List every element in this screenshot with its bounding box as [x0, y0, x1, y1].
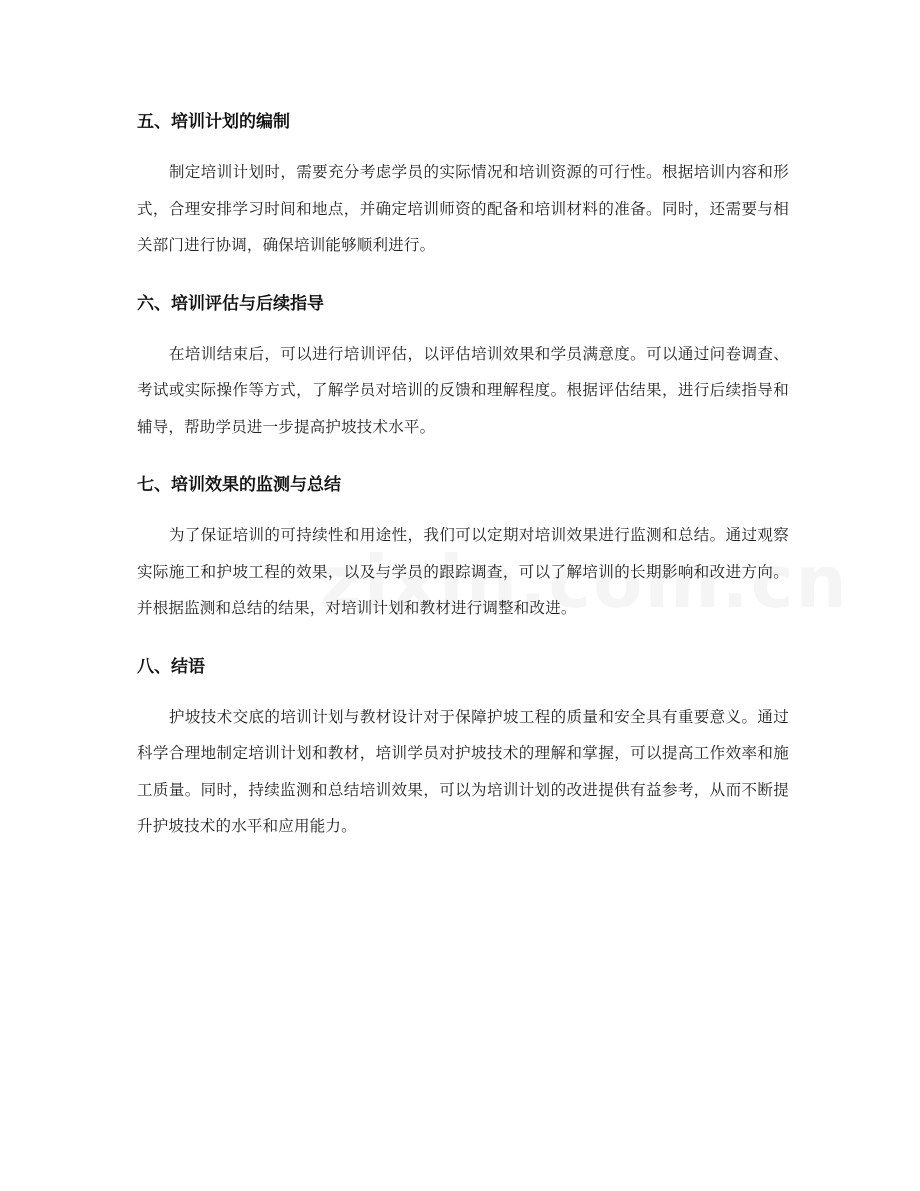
section-title: 五、培训计划的编制	[137, 112, 290, 132]
section-title: 六、培训评估与后续指导	[137, 293, 324, 314]
document-content	[137, 104, 789, 867]
section-title: 七、培训效果的监测与总结	[137, 475, 341, 495]
section-body: 制定培训计划时，需要充分考虑学员的实际情况和培训资源的可行性。根据培训内容和形式，合理安排学习时间和地点，并确定培训师资的配备和培训材料的准备。同时，还需要与相关部门进行协调，确保培训能够顺利进行。	[137, 163, 789, 254]
section-body: 护坡技术交底的培训计划与教材设计对于保障护坡工程的质量和安全具有重要意义。通过科学合理地制定培训计划和教材，培训学员对护坡技术的理解和掌握，可以提高工作效率和施工质量。同时，持续监测和总结培训效果，可以为培训计划的改进提供有益参考，从而不断提升护坡技术的水平和应用能力。	[137, 707, 789, 835]
section-body: 在培训结束后，可以进行培训评估，以评估培训效果和学员满意度。可以通过问卷调查、考试或实际操作等方式，了解学员对培训的反馈和理解程度。根据评估结果，进行后续指导和辅导，帮助学员进一步提高护坡技术水平。	[137, 344, 789, 436]
section-body: 为了保证培训的可持续性和用途性，我们可以定期对培训效果进行监测和总结。通过观察实际施工和护坡工程的效果，以及与学员的跟踪调查，可以了解培训的长期影响和改进方向。并根据监测和总结的结果，对培训计划和教材进行调整和改进。	[137, 526, 789, 617]
section-evaluation-guidance	[137, 286, 789, 446]
section-training-plan	[137, 104, 789, 264]
section-title: 八、结语	[137, 656, 205, 677]
section-conclusion	[137, 649, 789, 845]
section-monitoring-summary	[137, 467, 789, 627]
